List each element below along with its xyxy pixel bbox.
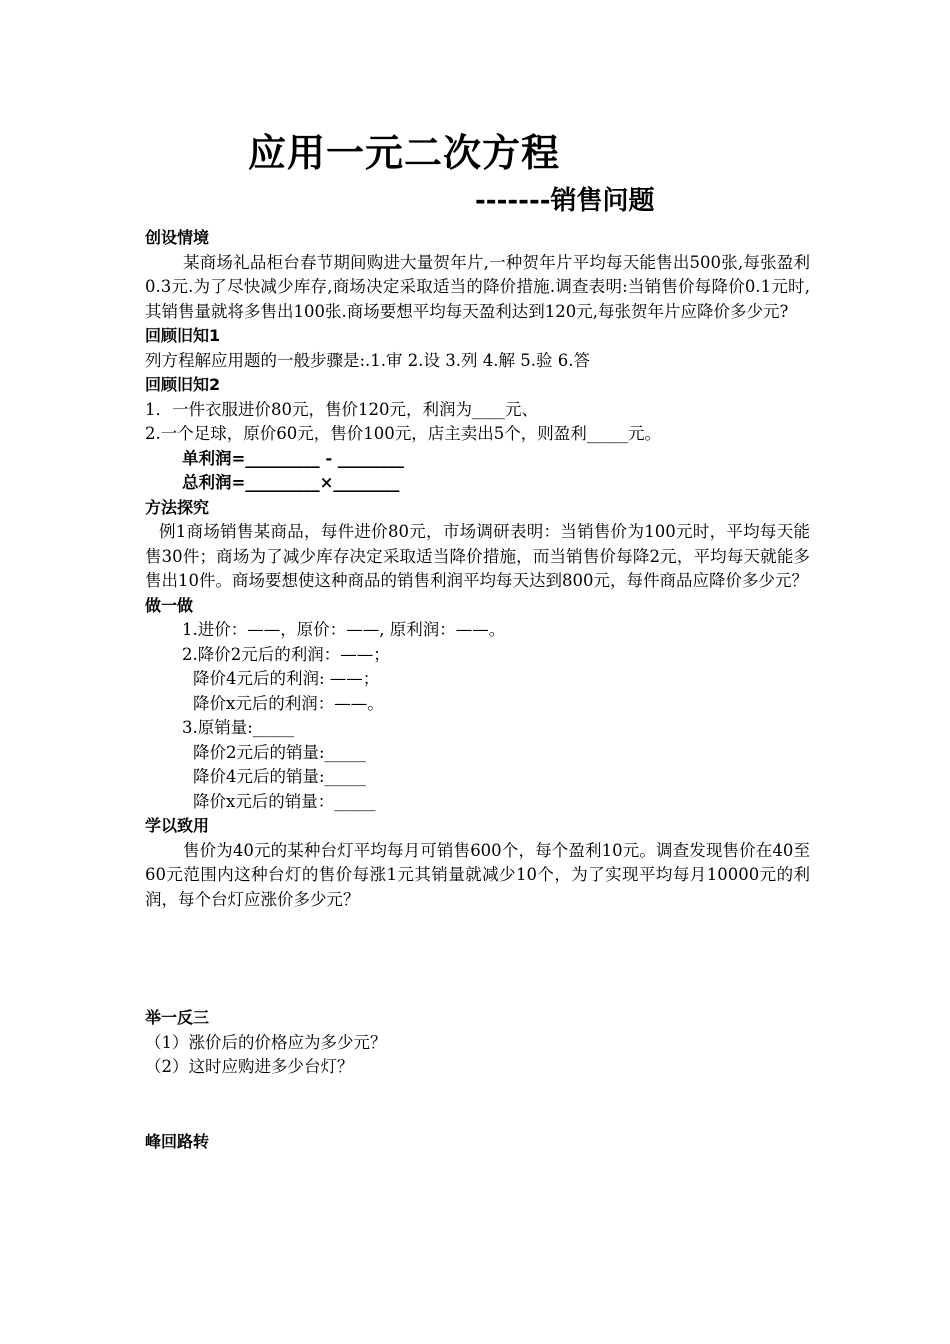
heading-try: 做一做 — [145, 595, 194, 615]
extend-question-1: （1）涨价后的价格应为多少元？ — [145, 1032, 387, 1052]
try-line-5: 3.原销量:_____ — [182, 718, 295, 737]
heading-review-1: 回顾旧知1 — [145, 326, 221, 345]
blank-space — [145, 1080, 810, 1130]
heading-turn: 峰回路转 — [145, 1131, 210, 1151]
review-2-question-2: 2.一个足球，原价60元，售价100元，店主卖出5个，则盈利_____元。 — [145, 424, 661, 443]
heading-extend: 举一反三 — [145, 1008, 210, 1027]
try-line-7: 降价4元后的销量:_____ — [193, 767, 366, 786]
formula-unit-profit: 单利润=_________ - ________ — [182, 448, 404, 468]
document-subtitle: -------销售问题 — [475, 186, 655, 216]
review-1-text: 列方程解应用题的一般步骤是:.1.审 2.设 3.列 4.解 5.验 6.答 — [145, 350, 590, 370]
try-line-1: 1.进价：——，原价：——, 原利润：——。 — [182, 620, 506, 639]
blank-space — [145, 912, 810, 1006]
apply-text: 售价为40元的某种台灯平均每月可销售600个，每个盈利10元。调查发现售价在40至60元范围内这种台灯的售价每涨1元其销量就减少10个，为了实现平均每月10000元的利 润，每个台灯应涨价多少元？ — [145, 840, 810, 909]
example-1-text: 例1商场销售某商品，每件进价80元，市场调研表明：当销售价为100元时，平均每天能售30件；商场为了减少库存决定采取适当降价措施，而当销售价每降2元，平均每天就能多售出10件。商场要想使这种商品的销售利润平均每天达到800元，每件商品应降价多少元？ — [145, 522, 810, 590]
try-line-4: 降价x元后的利润：——。 — [193, 693, 384, 713]
try-line-3: 降价4元后的利润: ——； — [193, 669, 380, 688]
formula-total-profit: 总利润=_________×________ — [182, 473, 400, 492]
document-title: 应用一元二次方程 — [248, 131, 561, 175]
try-line-8: 降价x元后的销量：_____ — [193, 791, 376, 811]
heading-method: 方法探究 — [145, 497, 210, 517]
try-line-2: 2.降价2元后的利润：——； — [182, 644, 390, 664]
scenario-text: 某商场礼品柜台春节期间购进大量贺年片,一种贺年片平均每天能售出500张,每张盈利0.3元.为了尽快减少库存,商场决定采取适当的降价措施.调查表明:当销售价每降价0.1元时,其销售量就将多售出100张.商场要想平均每天盈利达到120元,每张贺年片应降价多少元? — [145, 252, 810, 321]
heading-scenario: 创设情境 — [145, 228, 210, 247]
try-line-6: 降价2元后的销量:_____ — [193, 742, 366, 762]
document-body — [145, 226, 810, 1154]
review-2-question-1: 1．一件衣服进价80元，售价120元，利润为____元、 — [145, 399, 538, 419]
heading-review-2: 回顾旧知2 — [145, 375, 221, 394]
extend-question-2: （2）这时应购进多少台灯？ — [145, 1057, 354, 1076]
heading-apply: 学以致用 — [145, 816, 210, 835]
